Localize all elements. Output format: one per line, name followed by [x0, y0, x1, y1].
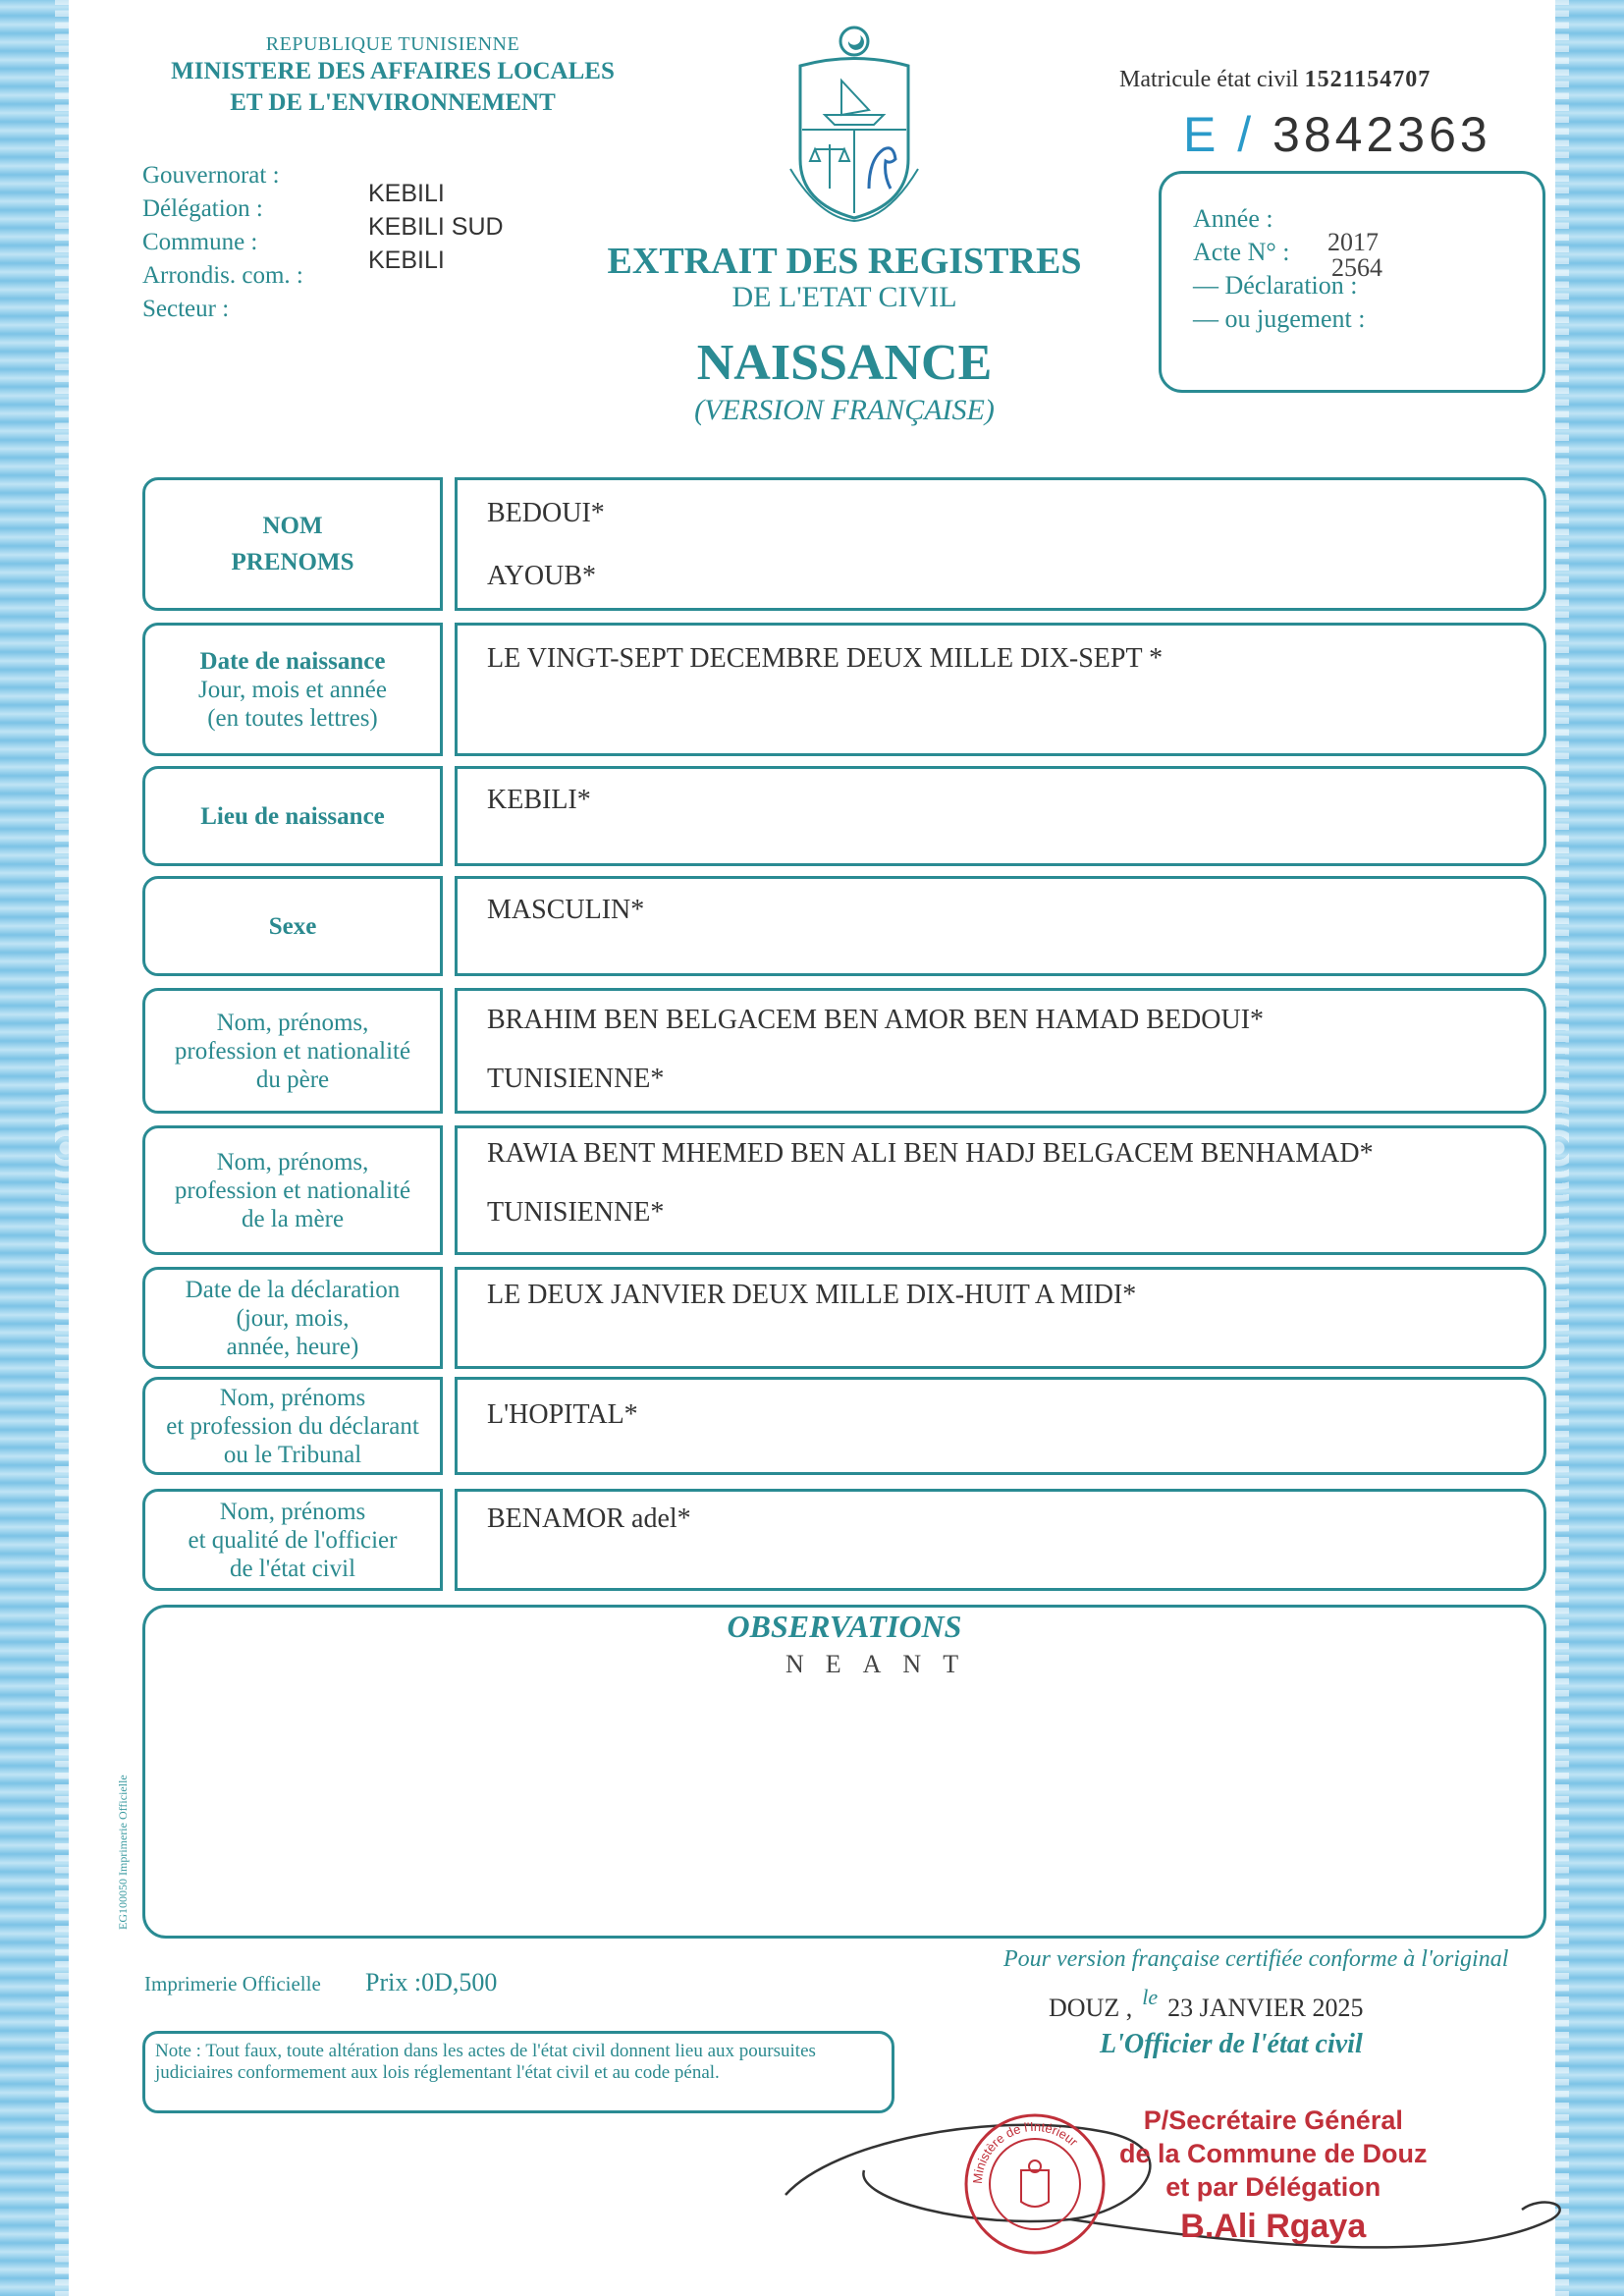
decl-label-3: année, heure): [226, 1333, 359, 1360]
document-title: [550, 240, 1139, 427]
imprimerie-label: Imprimerie Officielle: [144, 1972, 321, 1995]
arrondissement-label: Arrondis. com. :: [142, 262, 303, 289]
date-naissance-text: LE VINGT-SEPT DECEMBRE DEUX MILLE DIX-SEPT *: [487, 643, 1164, 674]
mere-label: [142, 1125, 443, 1255]
jugement-label: — ou jugement :: [1193, 304, 1366, 333]
date-naissance-label: [142, 623, 443, 756]
declarant-label: [142, 1377, 443, 1475]
certification-text: Pour version française certifiée conforme à l'original: [1003, 1946, 1509, 1972]
lieu-value-box: [455, 766, 1546, 866]
pere-label: [142, 988, 443, 1114]
acte-label: Acte N° :: [1193, 238, 1290, 266]
signature-line1: P/Secrétaire Général: [1143, 2105, 1403, 2135]
sexe-value-box: [455, 876, 1546, 976]
declaration-value: LE DEUX JANVIER DEUX MILLE DIX-HUIT A MIDI*: [487, 1280, 1137, 1310]
annee-label: Année :: [1193, 204, 1273, 233]
stamp-text: Ministère de l'Intérieur: [969, 2118, 1081, 2185]
matricule-value: 1521154707: [1304, 67, 1432, 92]
declaration-date-label: [142, 1267, 443, 1369]
ministry-line1: MINISTERE DES AFFAIRES LOCALES: [171, 58, 615, 84]
officer-title: L'Officier de l'état civil: [1100, 2029, 1363, 2059]
ministry-line2: ET DE L'ENVIRONNEMENT: [230, 89, 556, 116]
pere-nom: BRAHIM BEN BELGACEM BEN AMOR BEN HAMAD BEDOUI*: [487, 1005, 1265, 1035]
date-label-3: (en toutes lettres): [207, 704, 378, 732]
observations-value: NEANT: [785, 1650, 981, 1678]
date: 23 JANVIER 2025: [1167, 1994, 1364, 2022]
mere-label-2: profession et nationalité: [174, 1176, 411, 1204]
sexe-value: MASCULIN*: [487, 895, 645, 925]
nom-prenoms-label: [142, 477, 443, 611]
declarant-label-2: et profession du déclarant: [166, 1412, 419, 1440]
officier-label-2: et qualité de l'officier: [188, 1526, 398, 1554]
place: DOUZ ,: [1049, 1994, 1133, 2022]
pere-label-1: Nom, prénoms,: [216, 1009, 369, 1036]
prix-label: Prix :0D,500: [365, 1968, 498, 1996]
row-declaration: [142, 1267, 1546, 1369]
title-line2: DE L'ETAT CIVIL: [731, 281, 957, 313]
prenoms-value: AYOUB*: [487, 561, 596, 591]
officier-label: [142, 1489, 443, 1591]
signature-block: [1119, 2104, 1428, 2243]
pere-value-box: [455, 988, 1546, 1114]
row-lieu: [142, 766, 1546, 866]
date-label-1: Date de naissance: [199, 647, 386, 675]
declaration-value-box: [455, 1267, 1546, 1369]
serial-number: [1183, 106, 1491, 163]
gouvernorat-value: KEBILI: [368, 180, 445, 207]
officier-value: BENAMOR adel*: [487, 1503, 691, 1534]
sexe-label: Sexe: [142, 876, 443, 976]
matricule: [1119, 67, 1431, 93]
officier-label-3: de l'état civil: [229, 1555, 356, 1582]
pere-label-2: profession et nationalité: [174, 1037, 411, 1065]
svg-text:Ministère de l'Intérieur: [970, 2119, 1082, 2184]
title-naissance: NAISSANCE: [696, 335, 993, 391]
delegation-value: KEBILI SUD: [368, 213, 504, 241]
title-version: (VERSION FRANÇAISE): [694, 394, 995, 426]
prenoms-label: PRENOMS: [231, 549, 354, 575]
lieu-label: Lieu de naissance: [142, 766, 443, 866]
declarant-label-3: ou le Tribunal: [223, 1441, 362, 1468]
le-label: le: [1142, 1985, 1159, 2009]
row-officier: [142, 1489, 1546, 1591]
mere-value-box: [455, 1125, 1546, 1255]
note-text: Note : Tout faux, toute altération dans les actes de l'état civil donnent lieu aux poursuites judiciaires conformement aux lois réglementant l'état civil et au code pénal.: [155, 2041, 816, 2083]
declaration-label: — Déclaration :: [1193, 271, 1358, 300]
declarant-label-1: Nom, prénoms: [219, 1384, 366, 1411]
date-label-2: Jour, mois et année: [197, 676, 387, 703]
signature-line3: et par Délégation: [1165, 2172, 1381, 2202]
signature-name: B.Ali Rgaya: [1180, 2208, 1367, 2245]
mere-nationalite: TUNISIENNE*: [487, 1197, 665, 1228]
row-nom-prenoms: [142, 477, 1546, 611]
mere-label-1: Nom, prénoms,: [216, 1148, 369, 1175]
serial-value: 3842363: [1272, 107, 1491, 162]
decorative-border-right: [1555, 0, 1624, 2296]
delegation-label: Délégation :: [142, 195, 263, 222]
decorative-border-left: [0, 0, 69, 2296]
decl-label-2: (jour, mois,: [236, 1304, 350, 1332]
date-naissance-value: [455, 623, 1546, 756]
row-pere: [142, 988, 1546, 1114]
matricule-label: Matricule état civil: [1119, 67, 1299, 92]
officier-value-box: [455, 1489, 1546, 1591]
gouvernorat-label: Gouvernorat :: [142, 162, 280, 189]
pere-label-3: du père: [255, 1066, 330, 1093]
nom-label: NOM: [262, 513, 323, 539]
pere-nationalite: TUNISIENNE*: [487, 1064, 665, 1094]
title-line1: EXTRAIT DES REGISTRES: [607, 241, 1082, 282]
commune-value: KEBILI: [368, 246, 445, 274]
serial-prefix: E /: [1183, 107, 1256, 162]
annee-value: 2017: [1327, 228, 1379, 256]
mere-label-3: de la mère: [241, 1205, 345, 1232]
lieu-value: KEBILI*: [487, 785, 591, 815]
acte-value: 2564: [1331, 253, 1382, 282]
row-date-naissance: [142, 623, 1546, 756]
officier-label-1: Nom, prénoms: [219, 1498, 366, 1525]
republic-label: REPUBLIQUE TUNISIENNE: [265, 33, 520, 55]
row-declarant: [142, 1377, 1546, 1475]
official-stamp-icon: [962, 2111, 1108, 2257]
mere-nom: RAWIA BENT MHEMED BEN ALI BEN HADJ BELGACEM BENHAMAD*: [487, 1138, 1374, 1169]
row-sexe: [142, 876, 1546, 976]
commune-label: Commune :: [142, 229, 258, 255]
admin-values: [368, 177, 504, 277]
ministry-header: [137, 33, 648, 119]
observations-title: OBSERVATIONS: [727, 1609, 962, 1644]
nom-prenoms-value: [455, 477, 1546, 611]
coat-of-arms-icon: [781, 22, 928, 223]
secteur-label: Secteur :: [142, 296, 230, 322]
acte-values: [1327, 230, 1382, 281]
nom-value: BEDOUI*: [487, 498, 605, 528]
decl-label-1: Date de la déclaration: [185, 1276, 401, 1303]
signature-line2: de la Commune de Douz: [1119, 2139, 1428, 2168]
declarant-value: L'HOPITAL*: [487, 1399, 638, 1430]
admin-labels: [142, 159, 303, 326]
place-date: [1049, 1985, 1364, 2023]
row-mere: [142, 1125, 1546, 1255]
declarant-value-box: [455, 1377, 1546, 1475]
side-print-label: EG100050 Imprimerie Officielle: [116, 1775, 130, 1930]
